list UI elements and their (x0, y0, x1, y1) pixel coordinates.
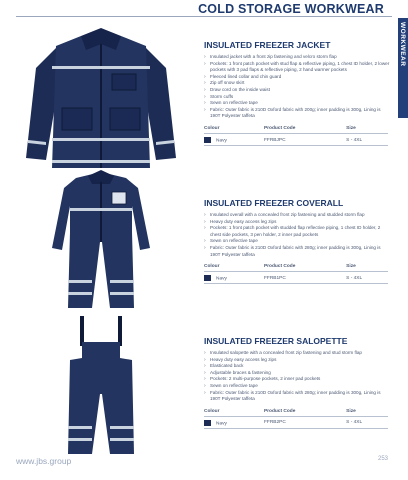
feature-item: › Elasticated back (204, 363, 390, 370)
colour-cell: Navy (204, 133, 264, 145)
feature-item: › Adjustable braces & fastening (204, 370, 390, 377)
code-cell: FFRB1PC (264, 272, 346, 284)
col-code: Product Code (264, 125, 346, 134)
coverall-details (204, 198, 390, 284)
table-row (204, 133, 388, 145)
product-title: INSULATED FREEZER COVERALL (204, 198, 344, 208)
size-cell: S - 4XL (346, 416, 388, 428)
col-colour: Colour (204, 263, 264, 272)
feature-item: › Insulated jacket with a front zip fastening and velcro storm flap (204, 54, 390, 61)
product-title: INSULATED FREEZER JACKET (204, 40, 331, 50)
feature-item: › Fabric: Outer fabric is 210D Oxford fabric with 280g; inner padding is 300g, Lining is 190T Polyester taffeta (204, 245, 390, 258)
feature-item: › Heavy duty easy access leg zips (204, 357, 390, 364)
page-number: 253 (377, 456, 388, 462)
code-cell: FFRBJPC (264, 133, 346, 145)
table-row (204, 272, 388, 284)
feature-item: › Sewn on reflective tape (204, 100, 390, 107)
colour-cell: Navy (204, 416, 264, 428)
navy-swatch (204, 420, 211, 426)
section-title: COLD STORAGE WORKWEAR (192, 2, 384, 16)
feature-item: › Pockets: 1 front patch pocket with stud flap & reflective piping, 1 chest ID holder, 2 lower pockets with 3 pad flaps & reflective piping, 2 hand warmer pockets (204, 61, 390, 74)
feature-list (204, 54, 390, 120)
feature-list (204, 350, 390, 403)
salopette-image (16, 314, 186, 459)
navy-swatch (204, 275, 211, 281)
jacket-image (16, 18, 186, 173)
product-title: INSULATED FREEZER SALOPETTE (204, 336, 348, 346)
code-cell: FFRB2PC (264, 416, 346, 428)
col-size: Size (346, 125, 388, 134)
feature-item: › Zip off snow skirt (204, 80, 390, 87)
feature-item: › Pockets: 1 front patch pocket with studded flap reflective piping, 1 chest ID holder, 2 chest side pockets, 3 pen holder, 2 inner pad pockets (204, 225, 390, 238)
salopette-details (204, 336, 390, 429)
spec-table (204, 408, 388, 429)
col-code: Product Code (264, 263, 346, 272)
colour-cell: Navy (204, 272, 264, 284)
feature-item: › Insulated overall with a concealed front zip fastening and studded storm flap (204, 212, 390, 219)
size-cell: S - 4XL (346, 133, 388, 145)
side-tab-label: WORKWEAR (399, 22, 406, 67)
footer-url[interactable]: www.jbs.group (16, 456, 72, 466)
spec-table (204, 125, 388, 146)
feature-item: › Storm cuffs (204, 94, 390, 101)
feature-item: › Insulated salopette with a concealed front zip fastening and stud storm flap (204, 350, 390, 357)
feature-item: › Sewn on reflective tape (204, 238, 390, 245)
feature-item: › Fabric: Outer fabric is 210D Oxford fabric with 200g; inner padding is 300g, Lining is 190T Polyester taffeta (204, 107, 390, 120)
coverall-image (16, 168, 186, 313)
col-size: Size (346, 263, 388, 272)
col-size: Size (346, 408, 388, 417)
navy-swatch (204, 137, 211, 143)
size-cell: S - 4XL (346, 272, 388, 284)
feature-item: › Fabric: Outer fabric is 210D Oxford fabric with 280g; inner padding is 300g, Lining is 190T Polyester taffeta (204, 390, 390, 403)
spec-table (204, 263, 388, 284)
col-colour: Colour (204, 125, 264, 134)
table-row (204, 416, 388, 428)
feature-item: › Heavy duty easy access leg zips (204, 219, 390, 226)
side-category-tab[interactable] (398, 18, 408, 118)
jacket-details (204, 40, 390, 146)
feature-list (204, 212, 390, 258)
feature-item: › Pockets: 2 multi-purpose pockets, 2 inner pad pockets (204, 376, 390, 383)
header-rule (16, 16, 392, 17)
feature-item: › Draw cord on the inside waist (204, 87, 390, 94)
col-colour: Colour (204, 408, 264, 417)
feature-item: › Fleeced lined collar and chin guard (204, 74, 390, 81)
col-code: Product Code (264, 408, 346, 417)
feature-item: › Sewn on reflective tape (204, 383, 390, 390)
